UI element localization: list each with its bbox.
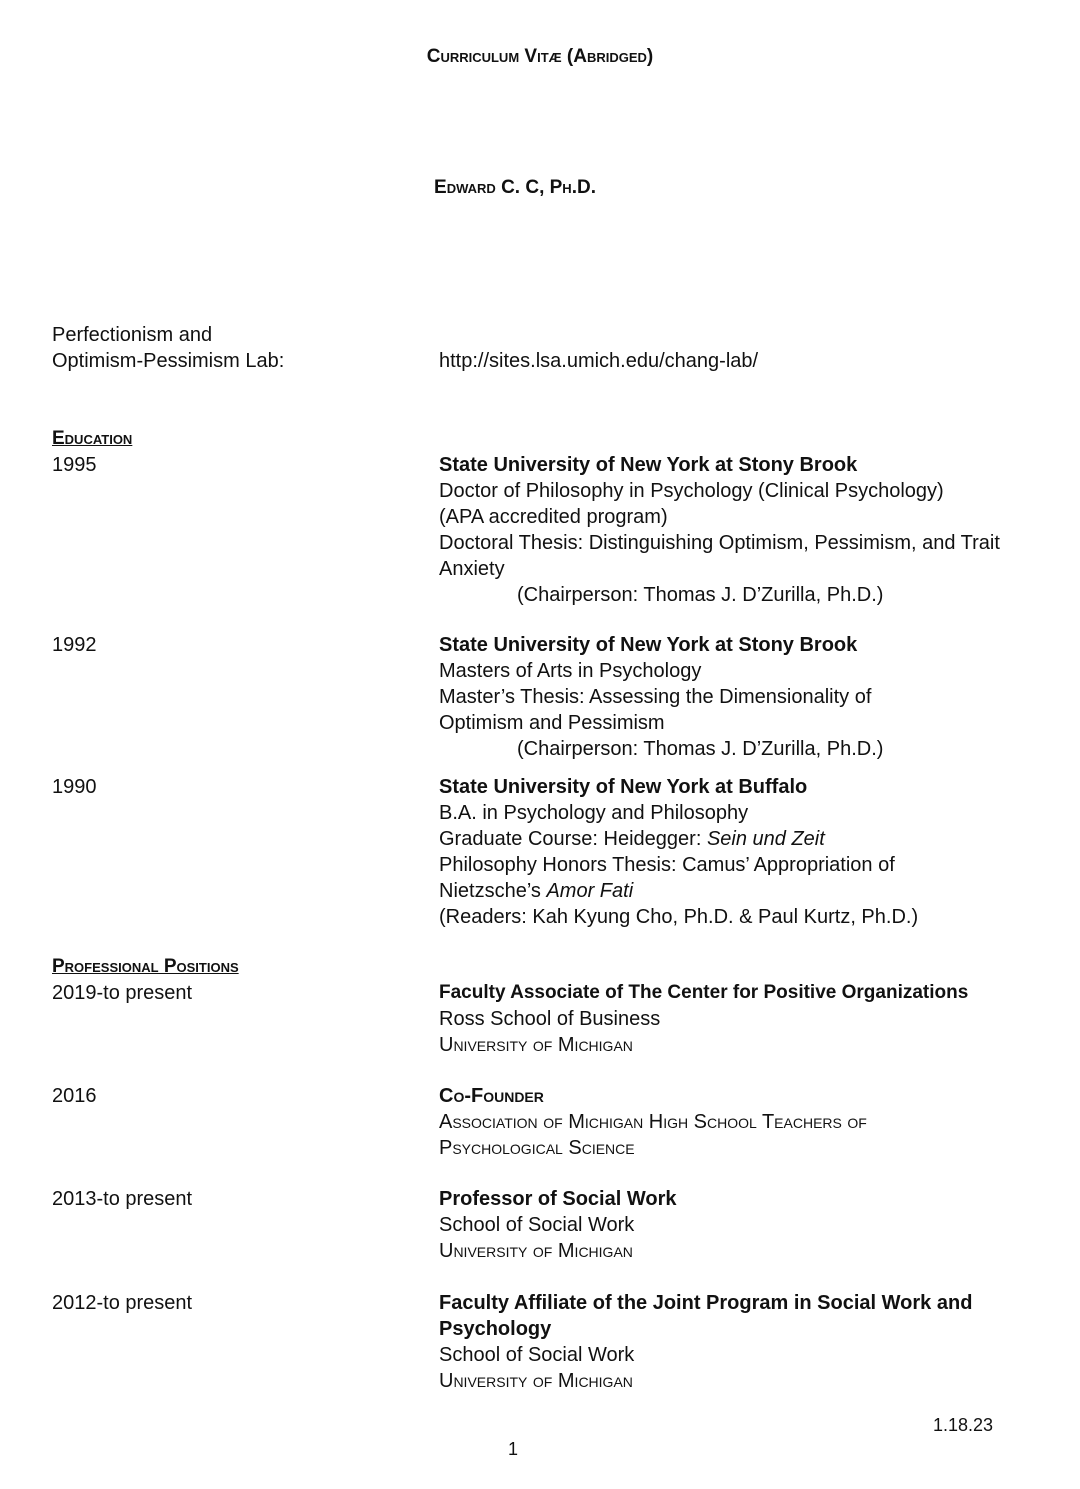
position-year: 2012-to present: [52, 1292, 193, 1314]
position-unit: School of Social Work: [439, 1344, 635, 1366]
graduate-course: [439, 826, 1039, 852]
revision-date: 1.18.23: [933, 1415, 994, 1435]
degree: Masters of Arts in Psychology: [439, 660, 702, 682]
position-org: University of Michigan: [439, 1240, 633, 1262]
position-entry: [439, 1186, 1039, 1264]
position-year: 2019-to present: [52, 982, 193, 1004]
position-org: University of Michigan: [439, 1034, 633, 1056]
position-year: 2013-to present: [52, 1188, 193, 1210]
honors-title: Amor Fati: [546, 880, 634, 902]
lab-label-line1: Perfectionism and: [52, 324, 213, 346]
institution: State University of New York at Buffalo: [439, 776, 808, 798]
honors-prefix: Nietzsche’s: [439, 880, 547, 902]
position-title: Faculty Associate of The Center for Positive Organizations: [439, 982, 969, 1003]
position-title: Faculty Affiliate of the Joint Program in Social Work and Psychology: [439, 1292, 973, 1340]
honors-thesis-cont: [439, 878, 1039, 904]
page-number: 1: [508, 1439, 519, 1459]
position-title: Co-Founder: [439, 1085, 544, 1107]
position-title: Professor of Social Work: [439, 1188, 677, 1210]
education-year: 1992: [52, 634, 97, 656]
position-entry: [439, 1083, 1039, 1161]
position-entry: [439, 1290, 1029, 1394]
degree: Doctor of Philosophy in Psychology (Clinical Psychology): [439, 480, 944, 502]
chairperson: (Chairperson: Thomas J. D’Zurilla, Ph.D.): [517, 738, 884, 760]
position-org: Association of Michigan High School Teachers of: [439, 1111, 867, 1133]
position-unit: Ross School of Business: [439, 1008, 661, 1030]
course-prefix: Graduate Course: Heidegger:: [439, 828, 707, 850]
education-entry: [439, 774, 1039, 930]
education-heading: Education: [52, 428, 133, 449]
lab-url[interactable]: http://sites.lsa.umich.edu/chang-lab/: [439, 350, 759, 372]
degree: B.A. in Psychology and Philosophy: [439, 802, 749, 824]
readers: (Readers: Kah Kyung Cho, Ph.D. & Paul Kurtz, Ph.D.): [439, 906, 919, 928]
institution: State University of New York at Stony Brook: [439, 634, 858, 656]
position-org-cont: Psychological Science: [439, 1137, 635, 1159]
education-entry: [439, 632, 919, 762]
lab-label: [52, 322, 284, 374]
education-year: 1995: [52, 454, 97, 476]
education-entry: [439, 452, 1039, 608]
education-year: 1990: [52, 776, 97, 798]
chairperson: (Chairperson: Thomas J. D’Zurilla, Ph.D.): [517, 584, 884, 606]
position-year: 2016: [52, 1085, 97, 1107]
honors-thesis: Philosophy Honors Thesis: Camus’ Appropriation of: [439, 854, 895, 876]
author-name: Edward C. C, Ph.D.: [434, 177, 596, 198]
positions-heading: Professional Positions: [52, 956, 239, 977]
document-title: Curriculum Vitæ (Abridged): [426, 46, 654, 67]
position-org: University of Michigan: [439, 1370, 633, 1392]
thesis: Doctoral Thesis: Distinguishing Optimism, Pessimism, and Trait Anxiety: [439, 532, 1000, 580]
position-unit: School of Social Work: [439, 1214, 635, 1236]
position-entry: [439, 980, 1039, 1058]
course-title: Sein und Zeit: [706, 828, 825, 850]
thesis: Master’s Thesis: Assessing the Dimensionality of Optimism and Pessimism: [439, 686, 872, 734]
degree-note: (APA accredited program): [439, 506, 668, 528]
institution: State University of New York at Stony Brook: [439, 454, 858, 476]
lab-label-line2: Optimism-Pessimism Lab:: [52, 350, 285, 372]
